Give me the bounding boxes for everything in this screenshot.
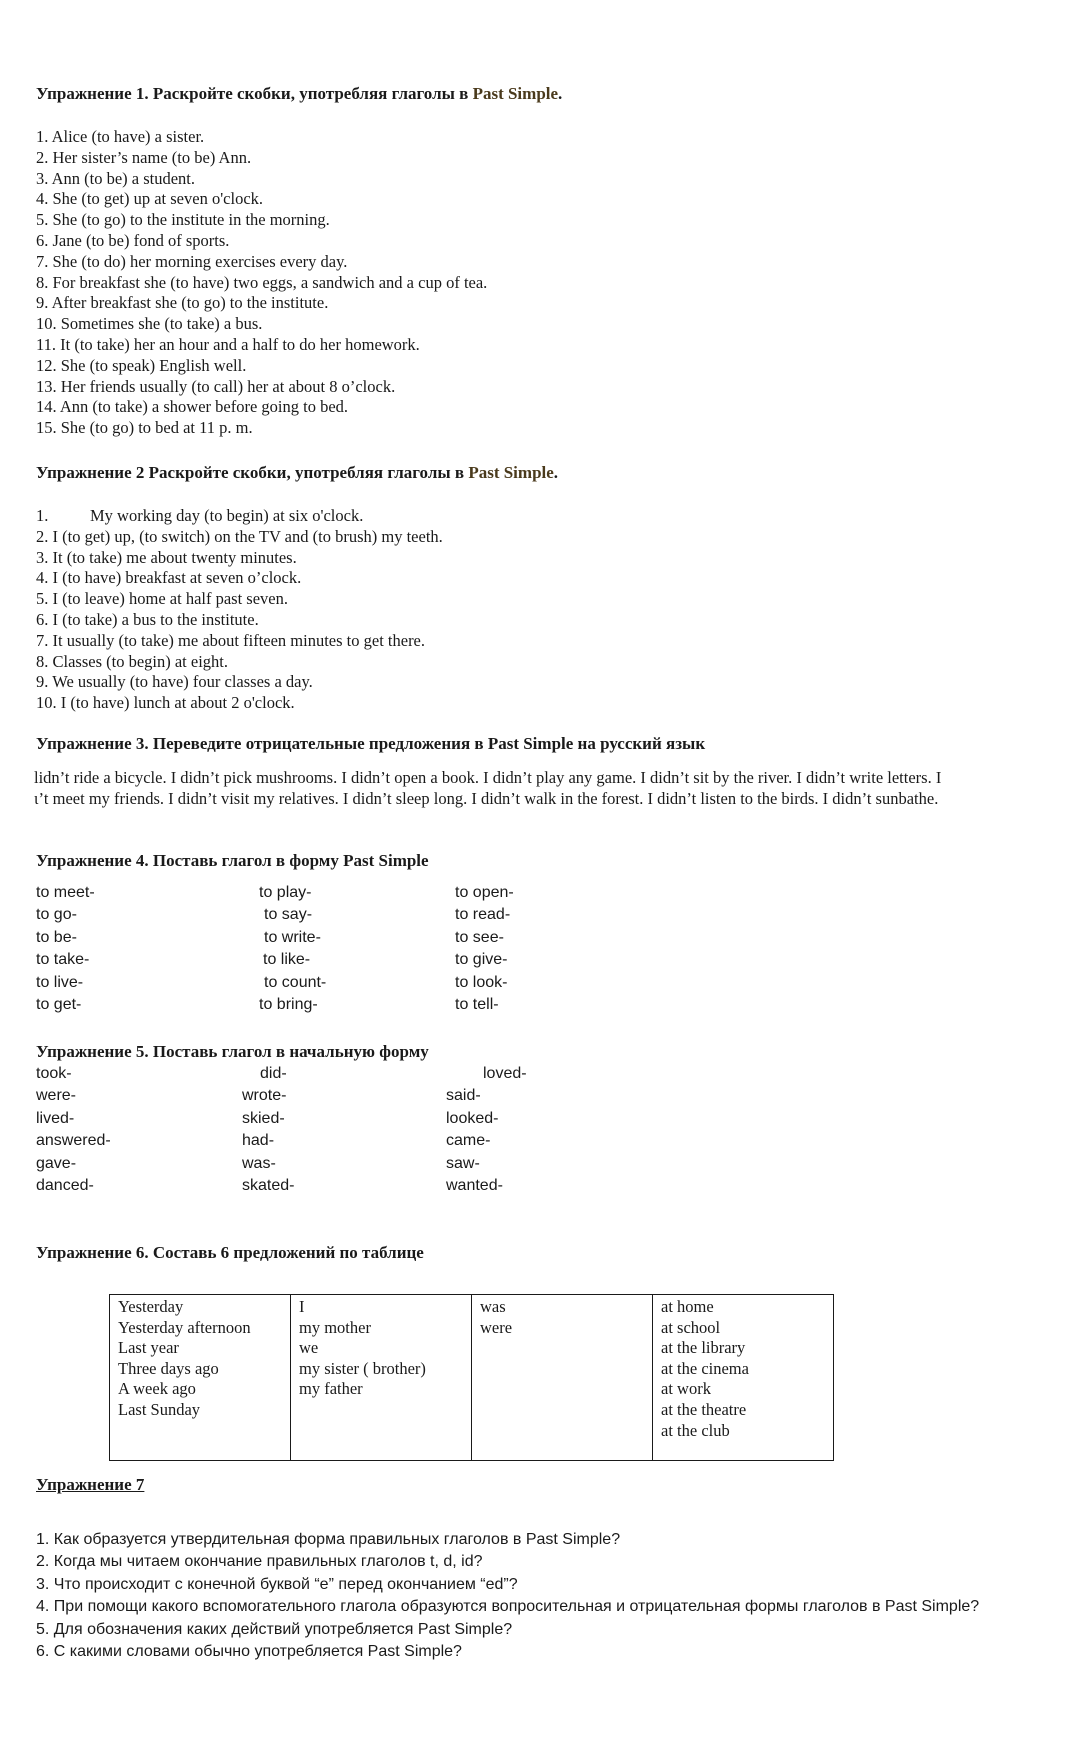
table-cell-item: at the theatre <box>661 1399 747 1419</box>
verb-item: to look- <box>455 973 508 991</box>
verb-item: to live- <box>36 973 84 991</box>
exercise-5-heading: Упражнение 5. Поставь глагол в начальную форму <box>36 1042 429 1061</box>
table-cell-item: my mother <box>299 1317 371 1337</box>
verb-item: to be- <box>36 928 77 946</box>
exercise-2-heading-text: Упражнение 2 Раскройте скобки, употребляя глаголы в <box>36 463 469 482</box>
table-cell-item: Yesterday afternoon <box>118 1317 251 1337</box>
exercise-2-list <box>36 506 443 714</box>
list-item: 14. Ann (to take) a shower before going to bed. <box>36 397 349 417</box>
table-cell-item: Last Sunday <box>118 1399 201 1419</box>
table-cell-item: Last year <box>118 1338 179 1358</box>
verb-item: lived- <box>36 1109 75 1127</box>
list-item: 6. I (to take) a bus to the institute. <box>36 609 259 629</box>
question-item: 4. При помощи какого вспомогательного глагола образуются вопросительная и отрицательная формы глаголов в Past Simple? <box>36 1598 980 1616</box>
table-cell-item: were <box>480 1317 513 1337</box>
list-item: 8. For breakfast she (to have) two eggs, a sandwich and a cup of tea. <box>36 272 488 292</box>
table-cell-item: my sister ( brother) <box>299 1358 426 1378</box>
table-cell-item: at school <box>661 1317 721 1337</box>
table-cell-item: at the club <box>661 1420 730 1440</box>
verb-item: to give- <box>455 951 508 969</box>
exercise-3-heading: Упражнение 3. Переведите отрицательные предложения в Past Simple на русский язык <box>36 734 706 753</box>
question-item: 3. Что происходит с конечной буквой “е” перед окончанием “ed”? <box>36 1575 518 1593</box>
list-item: 5. I (to leave) home at half past seven. <box>36 589 288 609</box>
verb-item: did- <box>260 1065 287 1082</box>
question-item: 6. С какими словами обычно употребляется Past Simple? <box>36 1643 462 1661</box>
table-cell-item: at work <box>661 1379 711 1399</box>
list-item: 13. Her friends usually (to call) her at about 8 o’clock. <box>36 376 396 396</box>
list-item: 11. It (to take) her an hour and a half to do her homework. <box>36 334 420 354</box>
verb-item: to write- <box>264 928 321 946</box>
table-cell-item: at home <box>661 1297 714 1316</box>
verb-item: to open- <box>455 884 514 901</box>
table-cell-item: A week ago <box>118 1379 196 1399</box>
verb-item: wrote- <box>242 1087 287 1105</box>
verb-item: said- <box>446 1087 481 1105</box>
list-item: 3. Ann (to be) a student. <box>36 168 196 188</box>
exercise-7-questions <box>36 1529 979 1663</box>
table-cell-item: we <box>299 1338 319 1358</box>
list-item: 2. I (to get) up, (to switch) on the TV and (to brush) my teeth. <box>36 526 443 546</box>
exercise-1-list <box>36 127 487 439</box>
table-cell-item: Yesterday <box>118 1297 184 1316</box>
verb-item: came- <box>446 1132 491 1150</box>
exercise-3-line-2: ι’t meet my friends. I didn’t visit my relatives. I didn’t sleep long. I didn’t walk in the forest. I didn’t listen to the birds. I didn’t sunbathe. <box>34 789 939 808</box>
verb-item: to see- <box>455 928 504 946</box>
exercise-4-column-3 <box>455 882 514 1016</box>
list-item: 9. After breakfast she (to go) to the institute. <box>36 293 329 313</box>
table-cell-time <box>110 1295 291 1461</box>
exercise-4-column-1 <box>36 882 95 1016</box>
list-item: 12. She (to speak) English well. <box>36 355 247 375</box>
verb-item: looked- <box>446 1109 499 1127</box>
verb-item: saw- <box>446 1154 480 1172</box>
verb-item: gave- <box>36 1154 77 1172</box>
table-cell-item: my father <box>299 1379 363 1399</box>
verb-item: loved- <box>483 1065 527 1082</box>
exercise-1-heading-suffix: . <box>558 84 563 103</box>
list-item: 9. We usually (to have) four classes a day. <box>36 672 313 692</box>
verb-item: to like- <box>263 951 311 969</box>
verb-item: to play- <box>259 884 312 901</box>
verb-item: to take- <box>36 951 90 969</box>
list-item: 7. She (to do) her morning exercises every day. <box>36 251 348 271</box>
exercise-5-column-1 <box>36 1063 111 1197</box>
verb-item: were- <box>36 1087 77 1105</box>
verb-item: wanted- <box>446 1176 503 1194</box>
exercise-2-heading-suffix: . <box>553 463 559 482</box>
verb-item: to bring- <box>259 995 318 1013</box>
verb-item: to get- <box>36 995 82 1013</box>
verb-item: skied- <box>242 1109 285 1127</box>
list-item: 3. It (to take) me about twenty minutes. <box>36 547 297 567</box>
table-cell-place <box>653 1295 834 1461</box>
table-cell-item: Three days ago <box>118 1358 219 1378</box>
verb-item: danced- <box>36 1176 94 1194</box>
list-item: 8. Classes (to begin) at eight. <box>36 651 229 671</box>
verb-item: was- <box>242 1154 276 1172</box>
verb-item: took- <box>36 1065 72 1082</box>
exercise-4-column-2 <box>259 882 326 1016</box>
exercise-6-heading: Упражнение 6. Составь 6 предложений по таблице <box>36 1243 424 1262</box>
verb-item: to say- <box>264 906 313 924</box>
exercise-1-heading-text: Упражнение 1. Раскройте скобки, употребляя глаголы в <box>36 84 473 103</box>
list-item: 6. Jane (to be) fond of sports. <box>36 230 230 250</box>
verb-item: to tell- <box>455 995 499 1013</box>
exercise-1-heading <box>36 84 562 104</box>
question-item: 2. Когда мы читаем окончание правильных глаголов t, d, id? <box>36 1553 483 1571</box>
list-item: 7. It usually (to take) me about fifteen minutes to get there. <box>36 630 426 650</box>
table-cell-subject <box>291 1295 472 1461</box>
question-item: 5. Для обозначения каких действий употребляется Past Simple? <box>36 1620 513 1638</box>
exercise-3-line-1: lidn’t ride a bicycle. I didn’t pick mushrooms. I didn’t open a book. I didn’t play any game. I didn’t sit by the river. I didn’t write letters. I <box>34 768 942 787</box>
list-item-text: My working day (to begin) at six o'clock. <box>90 506 364 525</box>
question-item: 1. Как образуется утвердительная форма правильных глаголов в Past Simple? <box>36 1531 621 1548</box>
table-cell-item: was <box>480 1297 506 1316</box>
exercise-4-heading: Упражнение 4. Поставь глагол в форму Past Simple <box>36 851 429 870</box>
exercise-2-heading-term: Past Simple <box>468 463 554 482</box>
list-item: 10. Sometimes she (to take) a bus. <box>36 314 263 334</box>
list-item <box>36 506 443 527</box>
table-cell-item: at the library <box>661 1338 746 1358</box>
table-cell-item: I <box>299 1297 305 1316</box>
list-item: 15. She (to go) to bed at 11 p. m. <box>36 418 253 438</box>
table-cell-verb <box>472 1295 653 1461</box>
exercise-2-heading <box>36 463 558 483</box>
verb-item: to meet- <box>36 884 95 901</box>
list-item: 1. Alice (to have) a sister. <box>36 127 205 146</box>
table-row <box>110 1295 834 1461</box>
list-item: 2. Her sister’s name (to be) Ann. <box>36 147 252 167</box>
list-item: 4. She (to get) up at seven o'clock. <box>36 189 264 209</box>
verb-item: to read- <box>455 906 511 924</box>
verb-item: skated- <box>242 1176 295 1194</box>
exercise-7-heading: Упражнение 7 <box>36 1475 145 1494</box>
verb-item: to count- <box>264 973 327 991</box>
list-item: 10. I (to have) lunch at about 2 o'clock. <box>36 693 295 713</box>
list-item: 5. She (to go) to the institute in the morning. <box>36 210 330 230</box>
verb-item: to go- <box>36 906 77 924</box>
list-item: 4. I (to have) breakfast at seven o’clock. <box>36 568 302 588</box>
verb-item: had- <box>242 1132 275 1150</box>
table-cell-item: at the cinema <box>661 1358 749 1378</box>
exercise-1-heading-term: Past Simple <box>472 84 559 103</box>
exercise-5-column-3 <box>446 1063 527 1197</box>
list-item-number: 1. <box>36 506 49 525</box>
exercise-5-column-2 <box>242 1063 294 1197</box>
verb-item: answered- <box>36 1132 111 1150</box>
sentence-table <box>109 1294 834 1461</box>
